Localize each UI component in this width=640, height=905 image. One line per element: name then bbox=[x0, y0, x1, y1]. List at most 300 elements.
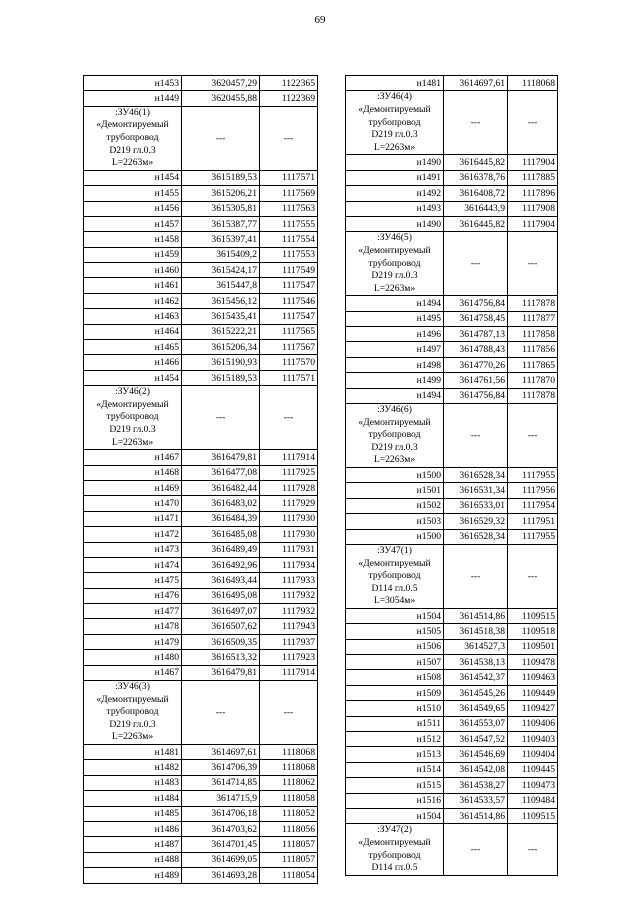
x-coordinate-cell: 3614758,45 bbox=[444, 311, 508, 326]
empty-y-cell: --- bbox=[508, 404, 558, 468]
x-coordinate-cell: 3614706,18 bbox=[182, 806, 260, 821]
x-coordinate-cell: 3614538,13 bbox=[444, 655, 508, 670]
x-coordinate-cell: 3614553,07 bbox=[444, 716, 508, 731]
x-coordinate-cell: 3614756,84 bbox=[444, 296, 508, 311]
table-row bbox=[84, 450, 318, 465]
section-header-line: трубопровод bbox=[368, 429, 421, 441]
x-coordinate-cell: 3614703,62 bbox=[182, 821, 260, 836]
y-coordinate-cell: 1122369 bbox=[260, 91, 318, 106]
y-coordinate-cell: 1117914 bbox=[260, 665, 318, 680]
point-name-cell: н1493 bbox=[346, 201, 444, 216]
table-row bbox=[84, 760, 318, 775]
x-coordinate-cell: 3616485,08 bbox=[182, 527, 260, 542]
table-row bbox=[346, 216, 558, 231]
x-coordinate-cell: 3616493,44 bbox=[182, 573, 260, 588]
point-name-cell: н1503 bbox=[346, 514, 444, 529]
table-row bbox=[84, 186, 318, 201]
table-row bbox=[84, 247, 318, 262]
point-name-cell: н1506 bbox=[346, 639, 444, 654]
point-name-cell: н1486 bbox=[84, 821, 182, 836]
y-coordinate-cell: 1117933 bbox=[260, 573, 318, 588]
x-coordinate-cell: 3616497,07 bbox=[182, 604, 260, 619]
y-coordinate-cell: 1117931 bbox=[260, 542, 318, 557]
section-header-cell bbox=[84, 106, 182, 170]
point-name-cell: н1496 bbox=[346, 327, 444, 342]
x-coordinate-cell: 3616509,35 bbox=[182, 634, 260, 649]
y-coordinate-cell: 1117570 bbox=[260, 355, 318, 370]
y-coordinate-cell: 1117878 bbox=[508, 388, 558, 403]
x-coordinate-cell: 3614518,38 bbox=[444, 624, 508, 639]
table-row bbox=[84, 527, 318, 542]
table-row bbox=[84, 634, 318, 649]
x-coordinate-cell: 3616495,08 bbox=[182, 588, 260, 603]
point-name-cell: н1467 bbox=[84, 665, 182, 680]
x-coordinate-cell: 3614514,86 bbox=[444, 808, 508, 823]
x-coordinate-cell: 3616443,9 bbox=[444, 201, 508, 216]
x-coordinate-cell: 3620457,29 bbox=[182, 76, 260, 91]
section-header-line: :ЗУ46(5) bbox=[377, 232, 412, 244]
table-row bbox=[84, 496, 318, 511]
y-coordinate-cell: 1117923 bbox=[260, 650, 318, 665]
y-coordinate-cell: 1117553 bbox=[260, 247, 318, 262]
table-row bbox=[84, 216, 318, 231]
y-coordinate-cell: 1118052 bbox=[260, 806, 318, 821]
y-coordinate-cell: 1118057 bbox=[260, 852, 318, 867]
section-header-cell bbox=[84, 386, 182, 450]
x-coordinate-cell: 3616533,01 bbox=[444, 498, 508, 513]
x-coordinate-cell: 3615222,21 bbox=[182, 324, 260, 339]
x-coordinate-cell: 3616529,32 bbox=[444, 514, 508, 529]
section-header-row bbox=[84, 386, 318, 450]
table-row bbox=[84, 573, 318, 588]
section-header-line: :ЗУ46(4) bbox=[377, 91, 412, 103]
point-name-cell: н1476 bbox=[84, 588, 182, 603]
x-coordinate-cell: 3616378,76 bbox=[444, 170, 508, 185]
table-row bbox=[84, 745, 318, 760]
y-coordinate-cell: 1118058 bbox=[260, 791, 318, 806]
x-coordinate-cell: 3616531,34 bbox=[444, 483, 508, 498]
y-coordinate-cell: 1117930 bbox=[260, 527, 318, 542]
point-name-cell: н1494 bbox=[346, 388, 444, 403]
point-name-cell: н1459 bbox=[84, 247, 182, 262]
section-header-line: трубопровод bbox=[368, 116, 421, 128]
table-row bbox=[346, 201, 558, 216]
table-row bbox=[346, 388, 558, 403]
section-header-line: «Демонтируемый bbox=[358, 103, 431, 115]
x-coordinate-cell: 3614547,52 bbox=[444, 732, 508, 747]
table-row bbox=[346, 716, 558, 731]
point-name-cell: н1504 bbox=[346, 808, 444, 823]
y-coordinate-cell: 1117925 bbox=[260, 465, 318, 480]
table-row bbox=[84, 232, 318, 247]
point-name-cell: н1490 bbox=[346, 216, 444, 231]
table-row bbox=[84, 465, 318, 480]
point-name-cell: н1512 bbox=[346, 732, 444, 747]
section-header-row bbox=[84, 106, 318, 170]
section-header-cell bbox=[84, 681, 182, 745]
point-name-cell: н1484 bbox=[84, 791, 182, 806]
section-header-line: «Демонтируемый bbox=[358, 836, 431, 848]
y-coordinate-cell: 1109478 bbox=[508, 655, 558, 670]
x-coordinate-cell: 3614701,45 bbox=[182, 837, 260, 852]
section-header-cell bbox=[346, 232, 444, 296]
point-name-cell: н1472 bbox=[84, 527, 182, 542]
y-coordinate-cell: 1117877 bbox=[508, 311, 558, 326]
point-name-cell: н1507 bbox=[346, 655, 444, 670]
table-body-right bbox=[346, 76, 558, 876]
table-row bbox=[346, 701, 558, 716]
x-coordinate-cell: 3616513,32 bbox=[182, 650, 260, 665]
x-coordinate-cell: 3616482,44 bbox=[182, 480, 260, 495]
point-name-cell: н1490 bbox=[346, 155, 444, 170]
y-coordinate-cell: 1117955 bbox=[508, 467, 558, 482]
x-coordinate-cell: 3620455,88 bbox=[182, 91, 260, 106]
x-coordinate-cell: 3615206,21 bbox=[182, 186, 260, 201]
point-name-cell: н1467 bbox=[84, 450, 182, 465]
page-number: 69 bbox=[314, 14, 326, 26]
x-coordinate-cell: 3614706,39 bbox=[182, 760, 260, 775]
point-name-cell: н1482 bbox=[84, 760, 182, 775]
table-row bbox=[84, 340, 318, 355]
y-coordinate-cell: 1117567 bbox=[260, 340, 318, 355]
y-coordinate-cell: 1118068 bbox=[260, 745, 318, 760]
section-header-line: :ЗУ47(1) bbox=[377, 544, 412, 556]
table-row bbox=[84, 775, 318, 790]
point-name-cell: н1481 bbox=[346, 76, 444, 91]
point-name-cell: н1455 bbox=[84, 186, 182, 201]
y-coordinate-cell: 1117571 bbox=[260, 370, 318, 385]
table-row bbox=[84, 309, 318, 324]
point-name-cell: н1494 bbox=[346, 296, 444, 311]
point-name-cell: н1456 bbox=[84, 201, 182, 216]
y-coordinate-cell: 1117904 bbox=[508, 216, 558, 231]
table-row bbox=[346, 624, 558, 639]
x-coordinate-cell: 3615456,12 bbox=[182, 293, 260, 308]
section-header-line: «Демонтируемый bbox=[96, 398, 169, 410]
point-name-cell: н1511 bbox=[346, 716, 444, 731]
section-header-line: D219 гл.0.3 bbox=[371, 270, 418, 282]
point-name-cell: н1488 bbox=[84, 852, 182, 867]
point-name-cell: н1502 bbox=[346, 498, 444, 513]
y-coordinate-cell: 1118057 bbox=[260, 837, 318, 852]
table-row bbox=[84, 263, 318, 278]
table-row bbox=[346, 608, 558, 623]
y-coordinate-cell: 1109515 bbox=[508, 608, 558, 623]
point-name-cell: н1458 bbox=[84, 232, 182, 247]
section-header-line: D114 гл.0.5 bbox=[371, 862, 418, 874]
x-coordinate-cell: 3616479,81 bbox=[182, 450, 260, 465]
section-header-line: D219 гл.0.3 bbox=[109, 424, 156, 435]
x-coordinate-cell: 3614545,26 bbox=[444, 685, 508, 700]
y-coordinate-cell: 1117951 bbox=[508, 514, 558, 529]
x-coordinate-cell: 3614542,37 bbox=[444, 670, 508, 685]
y-coordinate-cell: 1117571 bbox=[260, 170, 318, 185]
y-coordinate-cell: 1117554 bbox=[260, 232, 318, 247]
y-coordinate-cell: 1118056 bbox=[260, 821, 318, 836]
table-row bbox=[84, 76, 318, 91]
point-name-cell: н1483 bbox=[84, 775, 182, 790]
y-coordinate-cell: 1117943 bbox=[260, 619, 318, 634]
x-coordinate-cell: 3616408,72 bbox=[444, 186, 508, 201]
section-header-line: :ЗУ46(2) bbox=[115, 386, 150, 398]
y-coordinate-cell: 1117856 bbox=[508, 342, 558, 357]
empty-y-cell: --- bbox=[508, 91, 558, 155]
section-header-line: L=2263м» bbox=[111, 731, 154, 743]
y-coordinate-cell: 1117870 bbox=[508, 373, 558, 388]
table-row bbox=[346, 342, 558, 357]
table-row bbox=[346, 186, 558, 201]
section-header-line: «Демонтируемый bbox=[96, 693, 169, 705]
x-coordinate-cell: 3616492,96 bbox=[182, 557, 260, 572]
y-coordinate-cell: 1117914 bbox=[260, 450, 318, 465]
x-coordinate-cell: 3616484,39 bbox=[182, 511, 260, 526]
table-row bbox=[346, 639, 558, 654]
section-header-line: D219 гл.0.3 bbox=[371, 441, 418, 453]
point-name-cell: н1515 bbox=[346, 778, 444, 793]
point-name-cell: н1469 bbox=[84, 480, 182, 495]
point-name-cell: н1495 bbox=[346, 311, 444, 326]
x-coordinate-cell: 3615305,81 bbox=[182, 201, 260, 216]
point-name-cell: н1465 bbox=[84, 340, 182, 355]
x-coordinate-cell: 3614761,56 bbox=[444, 373, 508, 388]
y-coordinate-cell: 1109449 bbox=[508, 685, 558, 700]
y-coordinate-cell: 1109403 bbox=[508, 732, 558, 747]
point-name-cell: н1475 bbox=[84, 573, 182, 588]
section-header-line: L=2263м» bbox=[111, 436, 154, 448]
table-row bbox=[84, 650, 318, 665]
x-coordinate-cell: 3615397,41 bbox=[182, 232, 260, 247]
table-row bbox=[84, 791, 318, 806]
y-coordinate-cell: 1117934 bbox=[260, 557, 318, 572]
x-coordinate-cell: 3614697,61 bbox=[182, 745, 260, 760]
section-header-line: :ЗУ46(3) bbox=[115, 681, 150, 693]
point-name-cell: н1500 bbox=[346, 529, 444, 544]
point-name-cell: н1478 bbox=[84, 619, 182, 634]
empty-y-cell: --- bbox=[508, 824, 558, 875]
x-coordinate-cell: 3615435,41 bbox=[182, 309, 260, 324]
x-coordinate-cell: 3616528,34 bbox=[444, 529, 508, 544]
y-coordinate-cell: 1117904 bbox=[508, 155, 558, 170]
y-coordinate-cell: 1117956 bbox=[508, 483, 558, 498]
x-coordinate-cell: 3614714,85 bbox=[182, 775, 260, 790]
y-coordinate-cell: 1117896 bbox=[508, 186, 558, 201]
section-header-row bbox=[346, 232, 558, 296]
point-name-cell: н1470 bbox=[84, 496, 182, 511]
y-coordinate-cell: 1117555 bbox=[260, 216, 318, 231]
section-header-line: L=2263м» bbox=[111, 157, 154, 169]
x-coordinate-cell: 3614542,08 bbox=[444, 762, 508, 777]
y-coordinate-cell: 1117546 bbox=[260, 293, 318, 308]
point-name-cell: н1497 bbox=[346, 342, 444, 357]
table-row bbox=[84, 91, 318, 106]
section-header-row bbox=[346, 824, 558, 875]
section-header-line: :ЗУ46(6) bbox=[377, 404, 412, 416]
section-header-line: D219 гл.0.3 bbox=[371, 129, 418, 141]
point-name-cell: н1454 bbox=[84, 170, 182, 185]
table-row bbox=[346, 732, 558, 747]
y-coordinate-cell: 1109404 bbox=[508, 747, 558, 762]
empty-x-cell: --- bbox=[444, 404, 508, 468]
table-row bbox=[84, 370, 318, 385]
table-row bbox=[84, 278, 318, 293]
x-coordinate-cell: 3614787,13 bbox=[444, 327, 508, 342]
section-header-line: :ЗУ46(1) bbox=[115, 106, 150, 118]
y-coordinate-cell: 1117865 bbox=[508, 357, 558, 372]
x-coordinate-cell: 3614756,84 bbox=[444, 388, 508, 403]
table-row bbox=[84, 619, 318, 634]
table-row bbox=[84, 821, 318, 836]
point-name-cell: н1460 bbox=[84, 263, 182, 278]
coordinates-table-right bbox=[345, 75, 558, 876]
y-coordinate-cell: 1117955 bbox=[508, 529, 558, 544]
table-row bbox=[346, 793, 558, 808]
point-name-cell: н1462 bbox=[84, 293, 182, 308]
point-name-cell: н1466 bbox=[84, 355, 182, 370]
y-coordinate-cell: 1109484 bbox=[508, 793, 558, 808]
empty-x-cell: --- bbox=[444, 91, 508, 155]
section-header-row bbox=[84, 681, 318, 745]
y-coordinate-cell: 1109427 bbox=[508, 701, 558, 716]
point-name-cell: н1454 bbox=[84, 370, 182, 385]
y-coordinate-cell: 1117547 bbox=[260, 278, 318, 293]
table-row bbox=[346, 529, 558, 544]
x-coordinate-cell: 3614527,3 bbox=[444, 639, 508, 654]
empty-x-cell: --- bbox=[182, 386, 260, 450]
table-row bbox=[84, 604, 318, 619]
y-coordinate-cell: 1117937 bbox=[260, 634, 318, 649]
table-row bbox=[84, 480, 318, 495]
x-coordinate-cell: 3616507,62 bbox=[182, 619, 260, 634]
table-row bbox=[346, 778, 558, 793]
table-row bbox=[346, 327, 558, 342]
y-coordinate-cell: 1117932 bbox=[260, 604, 318, 619]
table-row bbox=[84, 355, 318, 370]
table-row bbox=[84, 665, 318, 680]
section-header-row bbox=[346, 404, 558, 468]
section-header-cell bbox=[346, 91, 444, 155]
x-coordinate-cell: 3616445,82 bbox=[444, 155, 508, 170]
x-coordinate-cell: 3616445,82 bbox=[444, 216, 508, 231]
x-coordinate-cell: 3614693,28 bbox=[182, 868, 260, 883]
section-header-line: «Демонтируемый bbox=[96, 119, 169, 131]
x-coordinate-cell: 3615206,34 bbox=[182, 340, 260, 355]
x-coordinate-cell: 3614770,26 bbox=[444, 357, 508, 372]
table-row bbox=[84, 837, 318, 852]
table-row bbox=[346, 670, 558, 685]
section-header-line: «Демонтируемый bbox=[358, 416, 431, 428]
point-name-cell: н1477 bbox=[84, 604, 182, 619]
y-coordinate-cell: 1117565 bbox=[260, 324, 318, 339]
point-name-cell: н1489 bbox=[84, 868, 182, 883]
section-header-cell bbox=[346, 824, 444, 875]
point-name-cell: н1504 bbox=[346, 608, 444, 623]
point-name-cell: н1471 bbox=[84, 511, 182, 526]
point-name-cell: н1457 bbox=[84, 216, 182, 231]
y-coordinate-cell: 1117878 bbox=[508, 296, 558, 311]
x-coordinate-cell: 3616479,81 bbox=[182, 665, 260, 680]
empty-y-cell: --- bbox=[508, 544, 558, 608]
y-coordinate-cell: 1117569 bbox=[260, 186, 318, 201]
point-name-cell: н1491 bbox=[346, 170, 444, 185]
table-row bbox=[346, 483, 558, 498]
point-name-cell: н1479 bbox=[84, 634, 182, 649]
section-header-cell bbox=[346, 404, 444, 468]
point-name-cell: н1509 bbox=[346, 685, 444, 700]
point-name-cell: н1492 bbox=[346, 186, 444, 201]
section-header-row bbox=[346, 544, 558, 608]
table-body-left bbox=[84, 76, 318, 884]
y-coordinate-cell: 1117928 bbox=[260, 480, 318, 495]
section-header-line: трубопровод bbox=[106, 131, 159, 143]
table-row bbox=[84, 852, 318, 867]
table-row bbox=[346, 296, 558, 311]
point-name-cell: н1473 bbox=[84, 542, 182, 557]
x-coordinate-cell: 3615189,53 bbox=[182, 370, 260, 385]
x-coordinate-cell: 3614697,61 bbox=[444, 76, 508, 91]
y-coordinate-cell: 1122365 bbox=[260, 76, 318, 91]
empty-y-cell: --- bbox=[260, 386, 318, 450]
table-row bbox=[84, 542, 318, 557]
section-header-line: L=2263м» bbox=[373, 282, 416, 294]
table-row bbox=[346, 373, 558, 388]
point-name-cell: н1463 bbox=[84, 309, 182, 324]
table-row bbox=[84, 293, 318, 308]
y-coordinate-cell: 1109518 bbox=[508, 624, 558, 639]
section-header-line: D114 гл.0.5 bbox=[371, 582, 418, 594]
table-row bbox=[84, 557, 318, 572]
y-coordinate-cell: 1117908 bbox=[508, 201, 558, 216]
x-coordinate-cell: 3614533,57 bbox=[444, 793, 508, 808]
section-header-line: трубопровод bbox=[106, 411, 159, 423]
table-row bbox=[346, 655, 558, 670]
y-coordinate-cell: 1109406 bbox=[508, 716, 558, 731]
section-header-line: D219 гл.0.3 bbox=[109, 718, 156, 730]
table-row bbox=[346, 155, 558, 170]
y-coordinate-cell: 1117885 bbox=[508, 170, 558, 185]
table-row bbox=[346, 357, 558, 372]
point-name-cell: н1498 bbox=[346, 357, 444, 372]
y-coordinate-cell: 1117858 bbox=[508, 327, 558, 342]
empty-x-cell: --- bbox=[444, 824, 508, 875]
point-name-cell: н1480 bbox=[84, 650, 182, 665]
table-row bbox=[84, 588, 318, 603]
y-coordinate-cell: 1109501 bbox=[508, 639, 558, 654]
x-coordinate-cell: 3614514,86 bbox=[444, 608, 508, 623]
y-coordinate-cell: 1118062 bbox=[260, 775, 318, 790]
table-row bbox=[346, 808, 558, 823]
y-coordinate-cell: 1109515 bbox=[508, 808, 558, 823]
y-coordinate-cell: 1117932 bbox=[260, 588, 318, 603]
section-header-line: трубопровод bbox=[368, 849, 421, 861]
section-header-line: «Демонтируемый bbox=[358, 557, 431, 569]
table-row bbox=[346, 170, 558, 185]
empty-x-cell: --- bbox=[444, 544, 508, 608]
table-row bbox=[346, 76, 558, 91]
table-row bbox=[346, 747, 558, 762]
point-name-cell: н1453 bbox=[84, 76, 182, 91]
table-row bbox=[346, 467, 558, 482]
table-row bbox=[346, 514, 558, 529]
point-name-cell: н1481 bbox=[84, 745, 182, 760]
point-name-cell: н1510 bbox=[346, 701, 444, 716]
empty-y-cell: --- bbox=[260, 681, 318, 745]
point-name-cell: н1468 bbox=[84, 465, 182, 480]
point-name-cell: н1461 bbox=[84, 278, 182, 293]
y-coordinate-cell: 1117563 bbox=[260, 201, 318, 216]
x-coordinate-cell: 3615189,53 bbox=[182, 170, 260, 185]
table-row bbox=[84, 201, 318, 216]
coordinates-table-left bbox=[83, 75, 318, 884]
